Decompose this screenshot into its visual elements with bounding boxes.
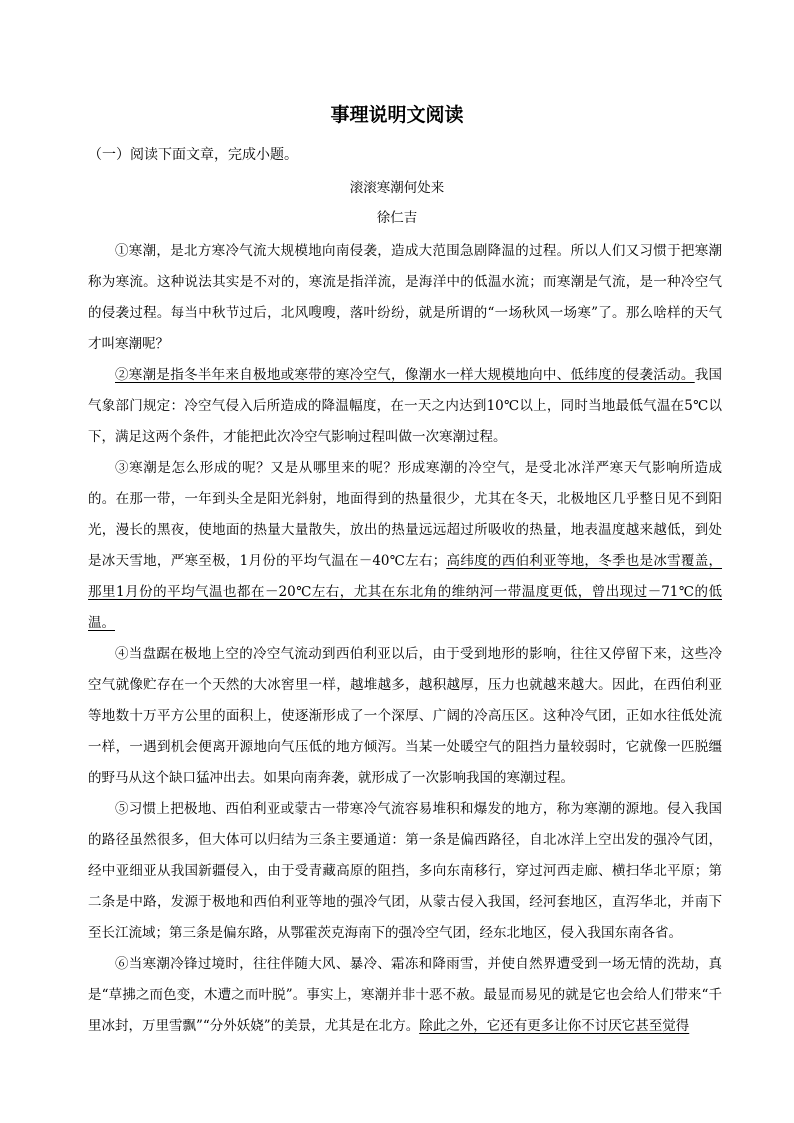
paragraph-1 — [88, 236, 722, 360]
paragraph-2-text: 我国气象部门规定：冷空气侵入后所造成的降温幅度，在一天之内达到10℃以上，同时当地最低气温在5℃以下，满足这两个条件，才能把此次冷空气影响过程叫做一次寒潮过程。 — [88, 367, 723, 445]
page-title: 事理说明文阅读 — [330, 104, 464, 126]
paragraph-2 — [88, 360, 722, 453]
paragraph-3-text: ③寒潮是怎么形成的呢？又是从哪里来的呢？形成寒潮的冷空气，是受北冰洋严寒天气影响所造成的。在那一带，一年到头全是阳光斜射，地面得到的热量很少，尤其在冬天，北极地区几乎整日见不到阳光，漫长的黑夜，使地面的热量大量散失，放出的热量远远超过所吸收的热量，地表温度越来越低，到处是冰天雪地，严寒至极，1月份的平均气温在－40℃左右； — [88, 460, 722, 569]
paragraph-2-underlined-text: ②寒潮是指冬半年来自极地或寒带的寒冷空气，像潮水一样大规模地向中、低纬度的侵袭活动。 — [115, 367, 695, 383]
article-author: 徐仁吉 — [376, 210, 418, 226]
article-title: 滚滚寒潮何处来 — [349, 180, 445, 196]
paragraph-6 — [88, 949, 722, 1042]
paragraph-1-text: ①寒潮，是北方寒冷气流大规模地向南侵袭，造成大范围急剧降温的过程。所以人们又习惯于把寒潮称为寒流。这种说法其实是不对的，寒流是指洋流，是海洋中的低温水流；而寒潮是气流，是一种冷空气的侵袭过程。每当中秋节过后，北风嗖嗖，落叶纷纷，就是所谓的“一场秋风一场寒”了。那么啥样的天气才叫寒潮呢？ — [88, 243, 722, 352]
question-intro: （一）阅读下面文章，完成小题。 — [88, 147, 298, 163]
paragraph-6-text: ⑥当寒潮冷锋过境时，往往伴随大风、暴冷、霜冻和降雨雪，并使自然界遭受到一场无情的洗劫，真是“草拂之而色变，木遭之而叶脱”。事实上，寒潮并非十恶不赦。最显而易见的就是它也会给人们带来“千里冰封，万里雪飘”“分外妖娆”的美景，尤其是在北方。 — [88, 956, 722, 1034]
paragraph-5 — [88, 794, 722, 949]
paragraph-5-text: ⑤习惯上把极地、西伯利亚或蒙古一带寒冷气流容易堆积和爆发的地方，称为寒潮的源地。侵入我国的路径虽然很多，但大体可以归结为三条主要通道：第一条是偏西路径，自北冰洋上空出发的强冷气团，经中亚细亚从我国新疆侵入，由于受青藏高原的阻挡，多向东南移行，穿过河西走廊、横扫华北平原；第二条是中路，发源于极地和西伯利亚等地的强冷气团，从蒙古侵入我国，经河套地区，直泻华北，并南下至长江流域；第三条是偏东路，从鄂霍茨克海南下的强冷空气团，经东北地区，侵入我国东南各省。 — [88, 801, 722, 941]
paragraph-6-underlined-text: 除此之外，它还有更多让你不讨厌它甚至觉得 — [419, 1018, 690, 1034]
paragraph-4-text: ④当盘踞在极地上空的冷空气流动到西伯利亚以后，由于受到地形的影响，往往又停留下来，这些冷空气就像贮存在一个天然的大冰窖里一样，越堆越多，越积越厚，压力也就越来越大。因此，在西伯利亚等地数十万平方公里的面积上，使逐渐形成了一个深厚、广阔的冷高压区。这种冷气团，正如水往低处流一样，一遇到机会便离开源地向气压低的地方倾泻。当某一处暖空气的阻挡力量较弱时，它就像一匹脱缰的野马从这个缺口猛冲出去。如果向南奔袭，就形成了一次影响我国的寒潮过程。 — [88, 646, 722, 786]
paragraph-4 — [88, 639, 722, 794]
paragraph-3 — [88, 453, 722, 639]
article-body — [88, 236, 722, 1042]
paragraph-3-underlined-text: 高纬度的西伯利亚等地，冬季也是冰雪覆盖，那里1月份的平均气温也都在－20℃左右，尤其在东北角的维纳河一带温度更低，曾出现过－71℃的低温。 — [88, 553, 723, 631]
